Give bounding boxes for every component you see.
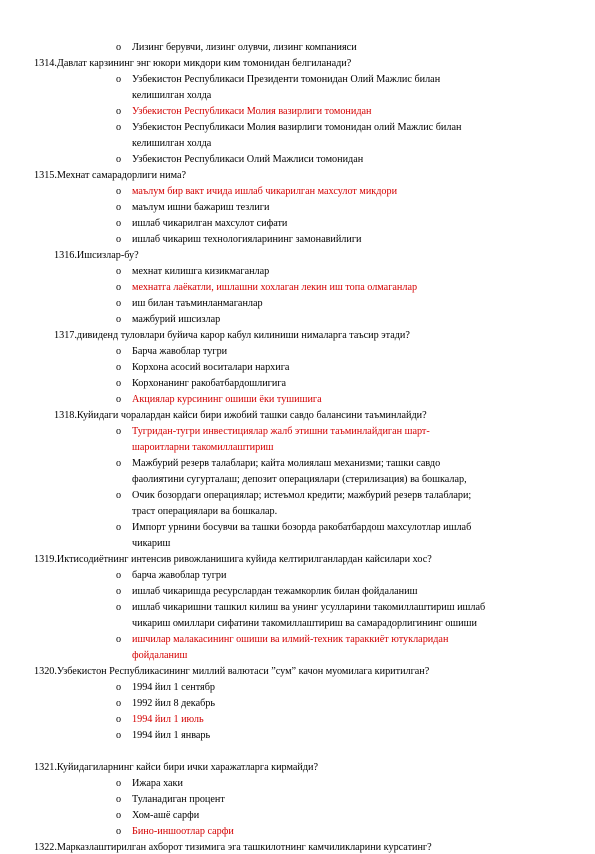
bullet-icon: o <box>116 154 122 165</box>
bullet-icon: o <box>116 282 122 293</box>
answer-text: Мажбурий резерв талаблари; кайта молиялаш механизми; ташки савдо <box>132 458 441 469</box>
question-text: 1315.Мехнат самарадорлиги нима? <box>34 170 186 181</box>
bullet-icon: o <box>116 122 122 133</box>
bullet-icon: o <box>116 298 122 309</box>
answer-text: ишлаб чикаришни ташкил килиш ва унинг усулларини такомиллаштириш ишлаб <box>132 602 486 613</box>
answer-text: Узбекистон Республикаси Олий Мажлиси томонидан <box>132 154 364 165</box>
bullet-icon: o <box>116 74 122 85</box>
bullet-icon: o <box>116 314 122 325</box>
correct-answer-text: Акциялар курсининг ошиши ёки тушишига <box>132 394 322 405</box>
answer-text: мехнат килишга кизикмаганлар <box>132 266 270 277</box>
answer-text: мажбурий ишсизлар <box>132 314 221 325</box>
answer-text: Ижара хаки <box>132 778 183 789</box>
answer-text: ишлаб чикариш технологияларининг замонавийлиги <box>132 234 362 245</box>
bullet-icon: o <box>116 490 122 501</box>
question-text: 1321.Куйидагиларнинг кайси бири ички харажатларга кирмайди? <box>34 762 318 773</box>
bullet-icon: o <box>116 346 122 357</box>
bullet-icon: o <box>116 634 122 645</box>
correct-answer-text: маълум бир вакт ичида ишлаб чикарилган махсулот микдори <box>132 186 398 197</box>
answer-text-continued: келишилган холда <box>132 90 212 101</box>
answer-text: Корхона асосий воситалари нархига <box>132 362 290 373</box>
answer-text: Барча жавоблар тугри <box>132 346 228 357</box>
bullet-icon: o <box>116 458 122 469</box>
answer-text: Лизинг берувчи, лизинг олувчи, лизинг компанияси <box>132 42 357 53</box>
question-text: 1318.Куйидаги чоралардан кайси бири ижобий ташки савдо балансини таъминлайди? <box>54 410 427 421</box>
answer-text: Узбекистон Республикаси Молия вазирлиги томонидан олий Мажлис билан <box>132 122 462 133</box>
bullet-icon: o <box>116 378 122 389</box>
answer-text-continued: траст операциялари ва бошкалар. <box>132 506 278 517</box>
answer-text-continued: фойдаланиш <box>132 650 188 661</box>
answer-text-continued: фаолиятини сугурталаш; депозит операциялари (стерилизация) ва бошкалар, <box>132 474 467 485</box>
answer-text: Импорт урнини босувчи ва ташки бозорда ракобатбардош махсулотлар ишлаб <box>132 522 472 533</box>
answer-text: барча жавоблар тугри <box>132 570 227 581</box>
correct-answer-text: 1994 йил 1 июль <box>132 714 204 725</box>
bullet-icon: o <box>116 730 122 741</box>
correct-answer-text: Узбекистон Республикаси Молия вазирлиги томонидан <box>132 106 372 117</box>
question-text: 1319.Иктисодиётнинг интенсив ривожланишига куйида келтирилганлардан кайсилари хос? <box>34 554 432 565</box>
bullet-icon: o <box>116 570 122 581</box>
answer-text: Туланадиган процент <box>132 794 225 805</box>
bullet-icon: o <box>116 394 122 405</box>
bullet-icon: o <box>116 186 122 197</box>
bullet-icon: o <box>116 106 122 117</box>
correct-answer-text: ишчилар малакасининг ошиши ва илмий-техник тараккиёт ютукларидан <box>132 634 449 645</box>
answer-text-continued: келишилган холда <box>132 138 212 149</box>
bullet-icon: o <box>116 42 122 53</box>
question-text: 1317.дивиденд туловлари буйича карор кабул килиниши нималарга таъсир этади? <box>54 330 410 341</box>
bullet-icon: o <box>116 826 122 837</box>
correct-answer-text: мехнатга лаёкатли, ишлашни хохлаган лекин иш топа олмаганлар <box>132 282 418 293</box>
answer-text: маълум ишни бажариш тезлиги <box>132 202 270 213</box>
answer-text: Хом-ашё сарфи <box>132 810 200 821</box>
answer-text: Корхонанинг ракобатбардошлигига <box>132 378 287 389</box>
bullet-icon: o <box>116 202 122 213</box>
bullet-icon: o <box>116 714 122 725</box>
correct-answer-text: Бино-иншоотлар сарфи <box>132 826 234 837</box>
answer-text: 1994 йил 1 сентябр <box>132 682 215 693</box>
bullet-icon: o <box>116 698 122 709</box>
bullet-icon: o <box>116 522 122 533</box>
question-text: 1320.Узбекистон Республикасининг миллий валютаси ”сум” качон муомилага киритилган? <box>34 666 430 677</box>
answer-text: 1994 йил 1 январь <box>132 730 211 741</box>
correct-answer-text: Тугридан-тугри инвестициялар жалб этишни таъминлайдиган шарт- <box>132 426 430 437</box>
answer-text: ишлаб чикаришда ресурслардан тежамкорлик билан фойдаланиш <box>132 586 418 597</box>
bullet-icon: o <box>116 602 122 613</box>
answer-text: Очик бозордаги операциялар; истеъмол кредити; мажбурий резерв талаблари; <box>132 490 472 501</box>
bullet-icon: o <box>116 426 122 437</box>
answer-text: ишлаб чикарилган махсулот сифати <box>132 218 288 229</box>
bullet-icon: o <box>116 682 122 693</box>
answer-text: Узбекистон Республикаси Президенти томонидан Олий Мажлис билан <box>132 74 441 85</box>
answer-text: иш билан таъминланмаганлар <box>132 298 263 309</box>
answer-text-continued: чикариш <box>132 538 171 549</box>
bullet-icon: o <box>116 218 122 229</box>
question-text: 1316.Ишсизлар-бу? <box>54 250 139 261</box>
bullet-icon: o <box>116 234 122 245</box>
answer-text-continued: шароитларни такомиллаштириш <box>132 442 274 453</box>
bullet-icon: o <box>116 778 122 789</box>
answer-text: 1992 йил 8 декабрь <box>132 698 216 709</box>
bullet-icon: o <box>116 794 122 805</box>
bullet-icon: o <box>116 586 122 597</box>
question-text: 1314.Давлат карзининг энг юкори микдори ким томонидан белгиланади? <box>34 58 352 69</box>
answer-text-continued: чикариш омиллари сифатини такомиллаштириш ва самарадорлигининг ошиши <box>132 618 477 629</box>
question-text: 1322.Марказлаштирилган ахборот тизимига эга ташкилотнинг камчиликларини курсатинг? <box>34 842 432 853</box>
bullet-icon: o <box>116 810 122 821</box>
bullet-icon: o <box>116 266 122 277</box>
bullet-icon: o <box>116 362 122 373</box>
